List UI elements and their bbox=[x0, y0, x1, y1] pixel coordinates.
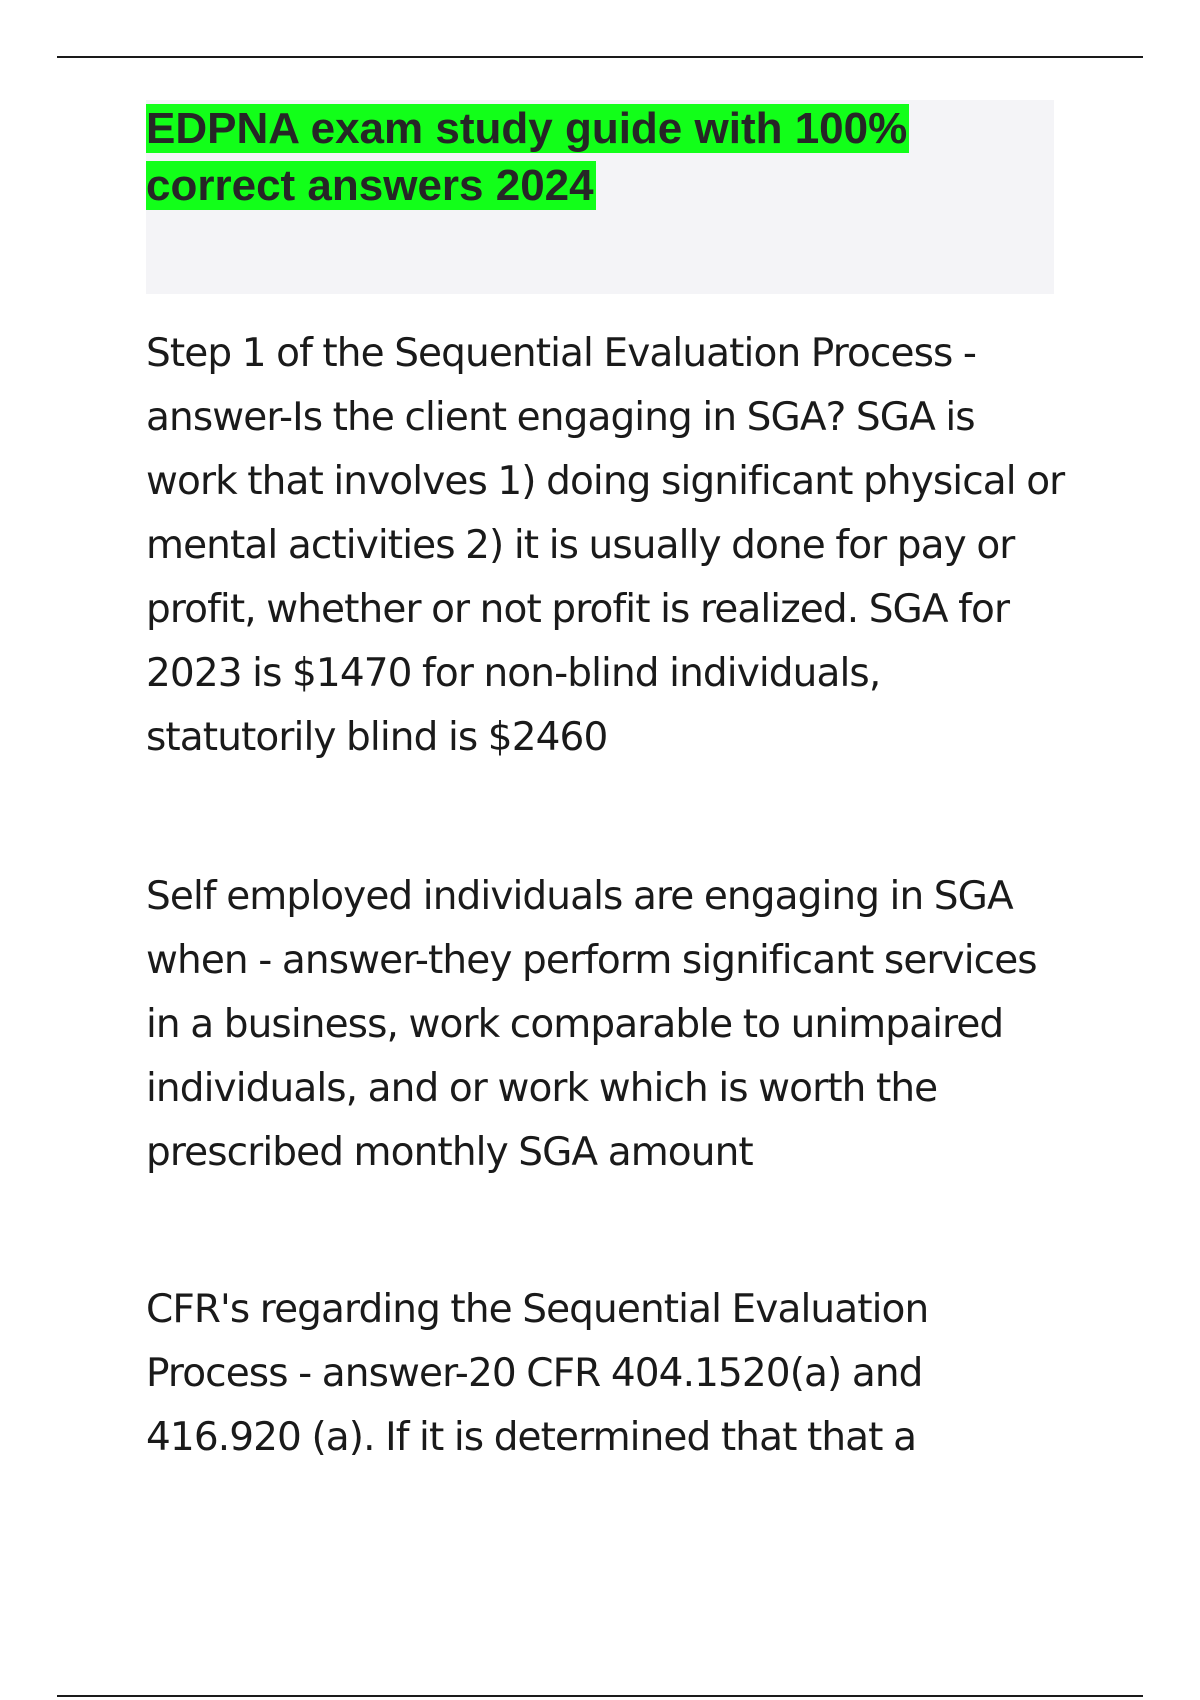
qa-entry-self-employed: Self employed individuals are engaging in SGA when - answer-they perform significant services in a business, work comparable to unimpaired individuals, and or work which is worth the prescribed monthly SGA amount bbox=[146, 874, 1037, 1175]
qa-entry-cfr: CFR's regarding the Sequential Evaluation Process - answer-20 CFR 404.1520(a) and 416.920 (a). If it is determined that that a bbox=[146, 1287, 929, 1460]
qa-entry-step-1: Step 1 of the Sequential Evaluation Process - answer-Is the client engaging in SGA? SGA is work that involves 1) doing significant physical or mental activities 2) it is usually done for pay or profit, whether or not profit is realized. SGA for 2023 is $1470 for non-blind individuals, statutorily blind is $2460 bbox=[146, 331, 1065, 760]
document-title bbox=[146, 100, 1026, 214]
document-title-text: EDPNA exam study guide with 100% correct answers 2024 bbox=[146, 104, 908, 210]
title-box bbox=[146, 100, 1054, 294]
bottom-rule bbox=[57, 1695, 1143, 1697]
top-rule bbox=[57, 56, 1143, 58]
